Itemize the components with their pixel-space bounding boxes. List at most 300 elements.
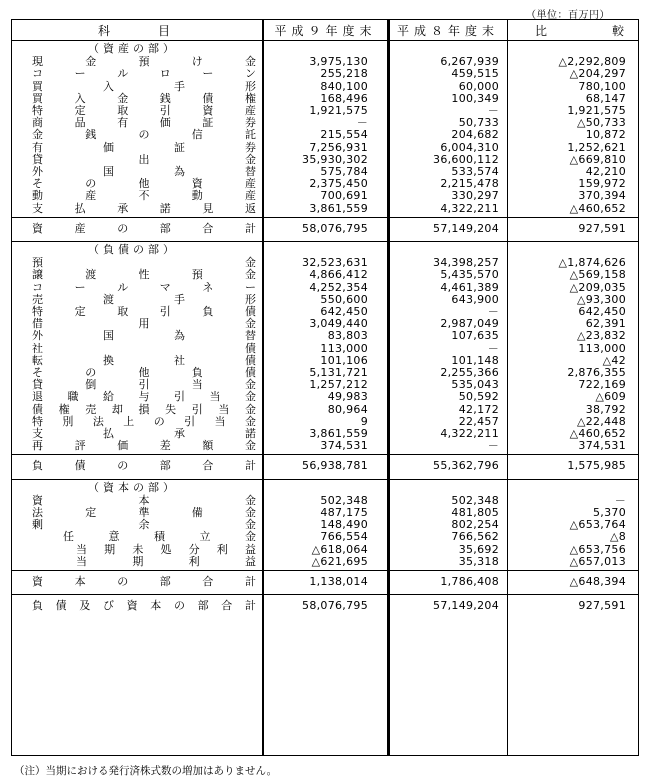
table-row [12,391,638,403]
item-name-char: 払 [103,427,114,440]
value-difference: △460,652 [569,427,626,440]
value-difference: － [614,493,626,507]
item-name-char: 券 [245,140,256,154]
item-name-char: 他 [138,366,150,379]
header-diff-char-1: 比 [535,23,548,38]
item-name-char: 準 [138,506,150,519]
item-name-char: 形 [245,79,256,93]
value-fy1996: 34,398,257 [433,256,499,270]
item-name-char: 別 [62,414,74,428]
value-difference: △669,810 [569,152,626,166]
value-fy1996: 57,149,204 [433,599,499,613]
value-fy1996: 5,435,570 [440,268,499,282]
item-name-char: 金 [245,530,256,544]
value-fy1996: 101,148 [451,353,499,367]
item-name-char: 資 [32,575,43,588]
item-name-char: 金 [85,55,97,69]
value-difference: △22,448 [576,414,626,428]
item-name [12,544,262,556]
value-fy1997: 148,490 [320,518,368,532]
item-name-char: 金 [244,439,256,453]
item-name-char: 合 [202,575,214,588]
table-row [12,531,638,543]
total-row [12,223,638,235]
item-name-char: 券 [244,116,256,130]
value-difference: 927,591 [578,221,626,235]
item-name-char: 本 [74,575,86,588]
item-name-char: 再 [32,439,43,453]
item-name-char: 債 [55,599,67,613]
item-name-char: 金 [244,414,256,428]
value-fy1997: 49,983 [327,390,368,404]
header-item-char-1: 科 [98,23,111,38]
item-name-char: 預 [138,55,150,69]
value-difference: 2,876,355 [567,366,626,379]
item-name-char: ー [74,67,86,81]
value-difference: 113,000 [578,341,626,355]
item-name-char: ー [74,280,86,294]
value-fy1996: 57,149,204 [433,221,499,235]
item-name-char: 国 [103,329,114,343]
value-fy1996: 502,348 [451,493,499,507]
item-name-char: 不 [138,189,150,203]
item-name-char: 金 [245,55,256,69]
item-name-char: 入 [103,79,114,93]
item-name-char: 預 [32,256,43,270]
item-name-char: ル [117,280,129,294]
value-fy1996: 42,172 [458,402,499,416]
item-name [12,294,262,306]
table-row [12,404,638,416]
item-name-char: 手 [174,79,185,93]
item-name-char: 価 [117,439,129,453]
item-name [12,178,262,190]
item-name-char: 特 [32,414,43,428]
value-difference: 927,591 [578,599,626,613]
value-fy1997: 168,496 [320,91,368,105]
value-fy1997: 840,100 [320,79,368,93]
item-name-char: 計 [244,221,256,235]
item-name-char: け [191,55,203,69]
item-name-char: 倒 [85,378,97,392]
value-difference: 374,531 [578,439,626,453]
table-row [12,556,638,568]
item-name-char: の [138,128,150,142]
item-name-char: 却 [111,402,123,416]
row-divider [12,594,638,595]
item-name-char: 引 [191,402,203,416]
item-name-char: 金 [32,128,43,142]
item-name-char: 本 [138,493,150,507]
item-name [12,507,262,519]
item-name-char: び [102,599,114,613]
value-fy1996: 533,574 [451,165,499,178]
item-name-char: 替 [245,329,256,343]
value-fy1997: 700,691 [320,189,368,203]
item-name-char: ロ [159,67,171,81]
value-fy1997: 3,861,559 [309,427,368,440]
item-name-char: 用 [138,317,150,331]
item-name-char: 負 [32,599,43,613]
item-name [12,404,262,416]
item-name-char: ル [117,67,129,81]
item-name-char: 価 [159,116,171,130]
item-name-char: 与 [138,390,150,404]
value-difference: 62,391 [585,317,626,331]
value-fy1996: － [487,341,499,355]
item-name [12,203,262,215]
item-name [12,428,262,440]
item-name-char: 転 [32,353,43,367]
value-fy1996: 1,786,408 [440,575,499,588]
item-name [12,355,262,367]
table-row [12,129,638,141]
item-name-char: 当 [209,390,221,404]
item-name-char: 評 [74,439,86,453]
value-difference: 1,921,575 [567,104,626,117]
item-name-char: 権 [244,91,256,105]
value-fy1996: 100,349 [451,91,499,105]
item-name-char: 積 [154,530,165,544]
value-difference: △209,035 [569,280,626,294]
section-heading-row [12,244,638,256]
item-name-char: 部 [159,459,171,473]
item-name-char: 産 [244,104,256,117]
value-difference: △50,733 [576,116,626,130]
item-name-char: 商 [32,116,43,130]
table-row [12,282,638,294]
header-diff [507,20,638,40]
value-difference: △93,300 [576,292,626,306]
item-name-char: 当 [214,414,226,428]
item-name [12,519,262,531]
value-fy1996: 35,318 [458,554,499,568]
item-name-char: 金 [245,256,256,270]
item-name-char: 負 [202,305,214,318]
value-difference: 370,394 [578,189,626,203]
item-name-char: 合 [221,599,233,613]
table-row [12,269,638,281]
item-name-char: 替 [245,165,256,178]
item-name-char: 借 [32,317,43,331]
item-name-char: の [117,221,129,235]
item-name-char: 本 [150,599,162,613]
item-name-char: 法 [92,414,104,428]
item-name [12,379,262,391]
item-name-char: 譲 [32,268,43,282]
header-y9: 平成９年度末 [274,23,377,38]
item-name-char: 売 [85,402,97,416]
value-fy1997: － [356,116,368,130]
value-difference: 1,252,621 [567,140,626,154]
value-fy1997: 58,076,795 [302,599,368,613]
value-fy1996: 802,254 [451,518,499,532]
value-fy1997: 550,600 [320,292,368,306]
item-name-char: 銭 [85,128,97,142]
item-name [12,269,262,281]
item-name-char: 金 [245,268,256,282]
total-row [12,460,638,472]
item-name-char: 動 [32,189,43,203]
item-name [12,129,262,141]
item-name-char: 利 [188,554,200,568]
value-fy1997: 80,964 [327,402,368,416]
item-name-char: 利 [216,542,228,556]
item-name-char: の [173,599,185,613]
item-name-char: 諾 [159,201,171,215]
value-fy1997: 487,175 [320,506,368,519]
item-name-char: 失 [165,402,177,416]
item-name-char: 部 [197,599,209,613]
value-difference: 68,147 [585,91,626,105]
value-fy1996: 6,267,939 [440,55,499,69]
value-fy1996: 2,987,049 [440,317,499,331]
item-name-char: 資 [191,177,203,191]
item-name [12,330,262,342]
value-difference: △569,158 [569,268,626,282]
item-name-char: ネ [202,280,214,294]
item-name-char: 部 [159,221,171,235]
item-name-char: 産 [245,189,256,203]
item-name-char: 銭 [159,91,171,105]
value-fy1996: － [487,104,499,117]
item-name-char: 部 [159,575,171,588]
item-name [12,556,262,568]
item-name-char: 外 [32,329,43,343]
item-name-char: 債 [32,402,43,416]
item-name-char: 処 [160,542,172,556]
item-name [12,282,262,294]
item-name-char: の [153,414,165,428]
section-title: （資本の部） [88,480,178,494]
item-name-char: の [85,177,97,191]
item-name [12,391,262,403]
item-name-char: 預 [191,268,203,282]
item-name-char: 計 [244,459,256,473]
item-name [12,56,262,68]
item-name-char: 資 [32,221,43,235]
item-name-char: そ [32,366,43,379]
value-fy1996: 204,682 [451,128,499,142]
value-fy1996: 4,322,211 [440,201,499,215]
item-name-char: ン [244,67,256,81]
item-name-char: 引 [184,414,196,428]
value-fy1996: 459,515 [451,67,499,81]
value-fy1997: 7,256,931 [309,140,368,154]
header-divider [12,40,638,41]
item-name-char: 支 [32,201,43,215]
item-name [12,93,262,105]
row-divider [12,454,638,455]
item-name-char: 権 [58,402,70,416]
value-difference: △609 [595,390,626,404]
item-name-char: 動 [191,189,203,203]
item-name-char: 入 [74,91,86,105]
value-fy1997: 1,921,575 [309,104,368,117]
item-name-char: 返 [244,201,256,215]
item-name-char: コ [32,280,43,294]
item-name-char: 渡 [103,292,114,306]
item-name-char: 益 [244,554,256,568]
value-fy1996: 643,900 [451,292,499,306]
footnote: （注）当期における発行済株式数の増加はありません。 [14,765,278,777]
value-difference: △2,292,809 [558,55,626,69]
item-name-char: 金 [245,152,256,166]
value-fy1997: 4,252,354 [309,280,368,294]
item-name-char: 差 [159,439,171,453]
item-name-char: 債 [245,341,256,355]
item-name [12,68,262,80]
value-fy1996: 50,592 [458,390,499,404]
value-difference: △653,764 [569,518,626,532]
item-name-char: 上 [123,414,135,428]
row-divider [12,570,638,571]
item-name-char: 証 [174,140,185,154]
item-name-char: 任 [63,530,74,544]
value-fy1996: 36,600,112 [433,152,499,166]
item-name-char: 売 [32,292,43,306]
item-name-char: 負 [191,366,203,379]
value-difference: △42 [602,353,626,367]
value-fy1997: 374,531 [320,439,368,453]
value-difference: 10,872 [585,128,626,142]
item-name [12,495,262,507]
item-name [12,166,262,178]
item-name-char: 負 [32,459,43,473]
value-fy1997: 3,975,130 [309,55,368,69]
item-name-char: 合 [202,459,214,473]
item-name-char: 信 [191,128,203,142]
item-name [12,117,262,129]
item-name-char: 資 [126,599,138,613]
item-name-char: 給 [103,390,114,404]
item-name-char: 産 [245,177,256,191]
value-difference: △460,652 [569,201,626,215]
item-name [12,600,262,612]
item-name-char: 引 [174,390,185,404]
value-difference: 642,450 [578,305,626,318]
item-name-char: 定 [74,305,86,318]
item-name [12,367,262,379]
value-fy1996: 55,362,796 [433,459,499,473]
item-name-char: 金 [245,518,256,532]
item-name-char: 渡 [85,268,97,282]
section-heading-row [12,482,638,494]
row-divider [12,217,638,218]
item-name-char: 当 [191,378,203,392]
value-fy1997: △618,064 [311,542,368,556]
value-difference: 38,792 [585,402,626,416]
item-name-char: 為 [174,165,185,178]
total-row [12,600,638,612]
value-fy1997: △621,695 [311,554,368,568]
item-name-char: 未 [132,542,144,556]
item-name-char: 金 [245,402,256,416]
total-row [12,576,638,588]
item-name-char: 期 [132,554,144,568]
value-fy1996: 6,004,310 [440,140,499,154]
item-name [12,318,262,330]
value-fy1996: － [487,439,499,453]
item-name-char: 金 [117,91,129,105]
item-name-char: 資 [32,493,43,507]
item-name-char: 見 [202,201,214,215]
value-difference: 5,370 [593,506,626,519]
value-fy1996: 2,255,366 [440,366,499,379]
item-name-char: ー [202,67,214,81]
table-row [12,343,638,355]
item-name-char: 為 [174,329,185,343]
item-name-char: 金 [245,317,256,331]
value-fy1997: 766,554 [320,530,368,544]
section-title: （負債の部） [88,243,178,256]
item-name-char: 意 [108,530,120,544]
value-difference: 722,169 [578,378,626,392]
value-difference: △204,297 [569,67,626,81]
item-name [12,531,262,543]
value-fy1997: 2,375,450 [309,177,368,191]
section-heading-row [12,43,638,55]
item-name-char: 金 [245,493,256,507]
value-difference: △648,394 [569,575,626,588]
item-name-char: 余 [138,518,150,532]
item-name-char: 有 [32,140,43,154]
table-row [12,105,638,117]
item-name-char: 買 [32,91,43,105]
item-name-char: 買 [32,79,43,93]
value-fy1996: 60,000 [458,79,499,93]
item-name [12,416,262,428]
header-item [12,20,262,40]
value-difference: △23,832 [576,329,626,343]
item-name-char: 他 [138,177,150,191]
row-divider [12,241,638,242]
value-difference: 780,100 [578,79,626,93]
item-name-char: 剰 [32,518,43,532]
item-name-char: 特 [32,104,43,117]
item-name-char: 社 [174,353,185,367]
item-name-char: 備 [191,506,203,519]
item-name-char: 手 [174,292,185,306]
item-name-char: 払 [74,201,86,215]
header-y8: 平成８年度末 [396,23,499,38]
value-fy1997: 1,138,014 [309,575,368,588]
item-name [12,105,262,117]
item-name [12,306,262,318]
table-row [12,190,638,202]
value-fy1997: 3,861,559 [309,201,368,215]
item-name-char: 当 [76,542,87,556]
value-fy1997: 5,131,721 [309,366,368,379]
item-name-char: 性 [138,268,150,282]
item-name-char: 引 [159,104,171,117]
item-name-char: 取 [117,104,129,117]
item-name-char: 引 [159,305,171,318]
value-difference: 42,210 [585,165,626,178]
item-name [12,440,262,452]
item-name [12,223,262,235]
unit-label: （単位：百万円） [526,10,610,21]
item-name-char: 法 [32,506,43,519]
item-name-char: 当 [218,402,230,416]
item-name-char: 債 [244,305,256,318]
value-fy1996: 107,635 [451,329,499,343]
value-difference: 1,575,985 [567,459,626,473]
item-name-char: 立 [199,530,211,544]
item-name-char: 引 [138,378,150,392]
value-fy1997: 9 [360,414,368,428]
item-name-char: 損 [138,402,150,416]
